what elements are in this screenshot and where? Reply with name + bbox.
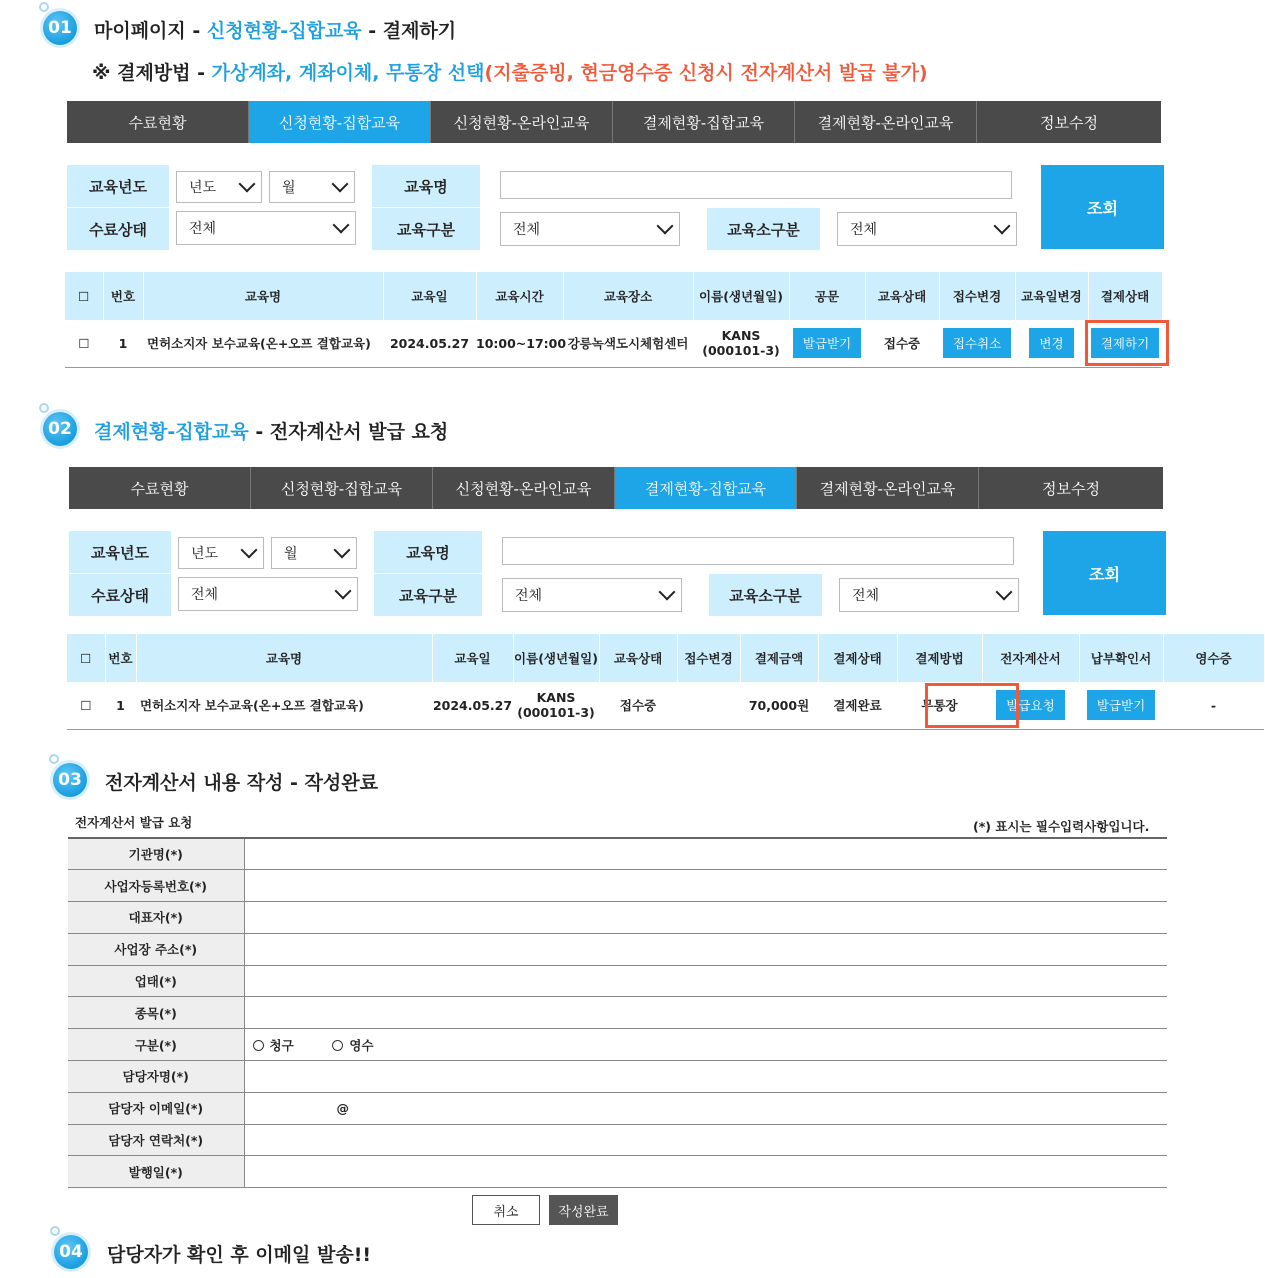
tab-apply-online[interactable]: 신청현황-온라인교육 [433,467,615,509]
row-course: 면허소지자 보수교육(온+오프 결합교육) [143,320,383,367]
course-name-label: 교육명 [374,531,482,573]
invoice-request-button[interactable]: 발급요청 [996,690,1064,720]
header-place: 교육장소 [563,272,693,320]
at-sign: @ [336,1100,349,1116]
row-doc [789,320,865,367]
radio-icon [332,1040,343,1051]
address-field[interactable] [244,933,1167,965]
ceo-label: 대표자(*) [68,902,244,934]
month-select[interactable]: 월 [271,537,357,569]
header-course: 교육명 [136,634,432,682]
header-no: 번호 [105,634,136,682]
row-checkbox[interactable]: ☐ [67,682,105,729]
row-receipt: - [1163,682,1264,729]
manager-email-field[interactable] [244,1092,1167,1124]
header-change: 접수변경 [939,272,1015,320]
biz-number-label: 사업자등록번호(*) [68,870,244,902]
invoice-button-highlight [925,683,1019,728]
invoice-form [68,837,1167,1188]
course-name-input[interactable] [502,537,1014,565]
org-name-label: 기관명(*) [68,838,244,870]
header-person: 이름(생년월일) [693,272,789,320]
manager-name-label: 담당자명(*) [68,1061,244,1093]
header-pay-method: 결제방법 [897,634,982,682]
chevron-down-icon [241,542,258,559]
header-invoice: 전자계산서 [982,634,1079,682]
header-course: 교육명 [143,272,383,320]
chevron-down-icon [335,583,352,600]
biz-item-label: 종목(*) [68,997,244,1029]
step-03-title: 전자계산서 내용 작성 - 작성완료 [105,772,378,794]
header-date: 교육일 [383,272,476,320]
header-confirm: 납부확인서 [1079,634,1163,682]
confirm-issue-button[interactable]: 발급받기 [1087,690,1155,720]
manager-phone-label: 담당자 연락처(*) [68,1124,244,1156]
year-select[interactable]: 년도 [176,171,262,203]
header-date-change: 교육일변경 [1015,272,1088,320]
year-label: 교육년도 [67,165,169,207]
tab-pay-online[interactable]: 결제현황-온라인교육 [795,101,977,143]
year-select[interactable]: 년도 [178,537,264,569]
cancel-apply-button[interactable]: 접수취소 [943,328,1011,358]
row-place: 강릉녹색도시체험센터 [563,320,693,367]
table-row [65,320,1162,367]
biz-type-field[interactable] [244,965,1167,997]
step-01-title: 마이페이지 - 신청현황-집합교육 - 결제하기 [94,20,457,42]
type-select[interactable]: 전체 [500,212,680,246]
step-04-badge: 04 [54,1235,88,1269]
issue-date-field[interactable] [244,1156,1167,1188]
issue-date-label: 발행일(*) [68,1156,244,1188]
header-pay-status: 결제상태 [1088,272,1162,320]
required-note: (*) 표시는 필수입력사항입니다. [973,819,1150,834]
search-button[interactable]: 조회 [1041,165,1164,249]
payment-method-note: ※ 결제방법 - 가상계좌, 계좌이체, 무통장 선택(지출증빙, 현금영수증 신청시 전자계산서 발급 불가) [92,62,928,84]
manager-phone-field[interactable] [244,1124,1167,1156]
row-no: 1 [103,320,143,367]
pay-button[interactable]: 결제하기 [1091,328,1159,358]
apply-table [65,272,1163,368]
chevron-down-icon [659,584,676,601]
tab-completion[interactable]: 수료현황 [69,467,251,509]
subtype-label: 교육소구분 [707,208,820,250]
header-date: 교육일 [432,634,513,682]
chevron-down-icon [332,176,349,193]
row-cancel [939,320,1015,367]
header-pay-status: 결제상태 [818,634,897,682]
row-pay-status: 결제완료 [818,682,897,729]
subtype-label: 교육소구분 [709,574,822,616]
step-02-badge: 02 [43,412,77,446]
row-status: 접수중 [865,320,939,367]
course-name-input[interactable] [500,171,1012,199]
org-name-field[interactable] [244,838,1167,870]
cancel-button[interactable]: 취소 [472,1195,540,1225]
chevron-down-icon [334,542,351,559]
form-caption: 전자계산서 발급 요청 [75,815,193,830]
category-label: 구분(*) [68,1029,244,1061]
type-select[interactable]: 전체 [502,578,682,612]
tab-profile[interactable]: 정보수정 [977,101,1161,143]
year-label: 교육년도 [69,531,171,573]
biz-type-label: 업태(*) [68,965,244,997]
address-label: 사업장 주소(*) [68,933,244,965]
row-change [677,682,740,729]
header-receipt: 영수증 [1163,634,1264,682]
row-person: KANS (000101-3) [513,682,599,729]
step-01-badge: 01 [43,11,77,45]
tab-apply-group[interactable]: 신청현황-집합교육 [249,101,431,143]
submit-button[interactable]: 작성완료 [549,1195,618,1225]
row-confirm [1079,682,1163,729]
row-course: 면허소지자 보수교육(온+오프 결합교육) [136,682,432,729]
step-02-title: 결제현황-집합교육 - 전자계산서 발급 요청 [94,421,449,443]
month-select[interactable]: 월 [269,171,355,203]
subtype-select[interactable]: 전체 [837,212,1017,246]
chevron-down-icon [657,218,674,235]
row-pay-method: 무통장 [897,682,982,729]
pay-button-highlight [1085,320,1169,366]
header-check[interactable]: ☐ [65,272,103,320]
biz-number-field[interactable] [244,870,1167,902]
row-checkbox[interactable]: ☐ [65,320,103,367]
radio-icon [253,1040,264,1051]
status-select[interactable]: 전체 [178,577,358,611]
tab-pay-group[interactable]: 결제현황-집합교육 [615,467,797,509]
tab-pay-online[interactable]: 결제현황-온라인교육 [797,467,979,509]
header-check[interactable]: ☐ [67,634,105,682]
row-change [1015,320,1088,367]
row-date: 2024.05.27 [432,682,513,729]
biz-item-field[interactable] [244,997,1167,1029]
row-no: 1 [105,682,136,729]
row-person: KANS (000101-3) [693,320,789,367]
chevron-down-icon [994,218,1011,235]
search-button[interactable]: 조회 [1043,531,1166,615]
status-label: 수료상태 [67,208,169,250]
tab-apply-online[interactable]: 신청현황-온라인교육 [431,101,613,143]
header-amount: 결제금액 [740,634,818,682]
header-time: 교육시간 [476,272,563,320]
radio-claim[interactable]: 청구 [253,1038,294,1053]
step-04-title: 담당자가 확인 후 이메일 발송!! [107,1244,372,1266]
step-03-badge: 03 [53,763,87,797]
manager-name-field[interactable] [244,1061,1167,1093]
tab-profile[interactable]: 정보수정 [979,467,1163,509]
status-label: 수료상태 [69,574,171,616]
type-label: 교육구분 [374,574,482,616]
subtype-select[interactable]: 전체 [839,578,1019,612]
tab-apply-group[interactable]: 신청현황-집합교육 [251,467,433,509]
table-row [67,682,1264,729]
header-status: 교육상태 [599,634,677,682]
radio-receipt[interactable]: 영수 [332,1038,373,1053]
header-status: 교육상태 [865,272,939,320]
tab-completion[interactable]: 수료현황 [67,101,249,143]
row-status: 접수중 [599,682,677,729]
tab-bar-2 [69,467,1163,509]
type-label: 교육구분 [372,208,480,250]
header-person: 이름(생년월일) [513,634,599,682]
chevron-down-icon [239,176,256,193]
chevron-down-icon [996,584,1013,601]
payment-table [67,634,1265,730]
header-change: 접수변경 [677,634,740,682]
status-select[interactable]: 전체 [176,211,356,245]
tab-bar-1 [67,101,1161,143]
row-amount: 70,000원 [740,682,818,729]
row-time: 10:00~17:00 [476,320,563,367]
header-no: 번호 [103,272,143,320]
chevron-down-icon [333,217,350,234]
ceo-field[interactable] [244,902,1167,934]
category-field [244,1029,1167,1061]
tab-pay-group[interactable]: 결제현황-집합교육 [613,101,795,143]
header-doc: 공문 [789,272,865,320]
doc-issue-button[interactable]: 발급받기 [793,328,861,358]
course-name-label: 교육명 [372,165,480,207]
change-date-button[interactable]: 변경 [1029,328,1073,358]
row-date: 2024.05.27 [383,320,476,367]
manager-email-label: 담당자 이메일(*) [68,1092,244,1124]
